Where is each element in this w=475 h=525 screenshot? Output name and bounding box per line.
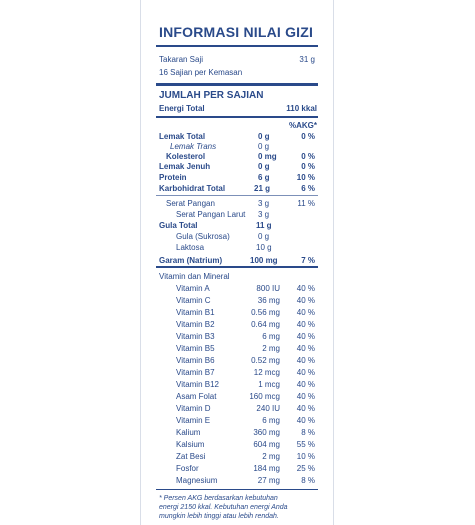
vitamin-akg: 40 %: [296, 368, 315, 377]
per-serving-heading: JUMLAH PER SAJIAN: [159, 90, 264, 101]
vitamin-amount: 0.52 mg: [251, 356, 280, 365]
vitamin-amount: 1 mcg: [258, 380, 280, 389]
vitamin-amount: 604 mg: [253, 440, 280, 449]
vitamin-label: Fosfor: [176, 464, 199, 473]
vitamin-akg: 40 %: [296, 416, 315, 425]
macro-akg: 7 %: [301, 256, 315, 265]
vitamin-label: Kalium: [176, 428, 201, 437]
vitamin-akg: 55 %: [296, 440, 315, 449]
macro-amount: 11 g: [256, 221, 272, 230]
macro-label: Lemak Total: [159, 132, 206, 141]
vitamin-akg: 40 %: [296, 320, 315, 329]
vitamin-akg: 40 %: [296, 356, 315, 365]
vitamin-amount: 240 IU: [256, 404, 280, 413]
macro-akg: 11 %: [297, 199, 315, 208]
macro-amount: 6 g: [258, 173, 270, 182]
servings-per-pack: 16 Sajian per Kemasan: [159, 68, 243, 77]
serving-size-label: Takaran Saji: [159, 55, 204, 64]
macro-amount: 3 g: [258, 210, 270, 219]
macro-label: Garam (Natrium): [159, 256, 223, 265]
vitamin-label: Vitamin B5: [176, 344, 215, 353]
footnote-line-1: * Persen AKG berdasarkan kebutuhan: [159, 495, 278, 502]
macro-label: Lemak Jenuh: [159, 162, 211, 171]
macro-amount: 100 mg: [250, 256, 278, 265]
vitamin-akg: 25 %: [296, 464, 315, 473]
vitamin-label: Vitamin E: [176, 416, 211, 425]
serving-size-value: 31 g: [299, 55, 315, 64]
vitamin-amount: 36 mg: [257, 296, 280, 305]
vitamin-akg: 40 %: [296, 404, 315, 413]
macro-amount: 0 g: [258, 162, 270, 171]
macro-amount: 21 g: [254, 184, 271, 193]
vitamin-label: Vitamin B2: [176, 320, 215, 329]
footnote-rule: [156, 489, 318, 490]
macro-label: Lemak Trans: [170, 142, 217, 151]
vitamin-label: Zat Besi: [176, 452, 206, 461]
macro-label: Serat Pangan Larut: [176, 210, 246, 219]
macro-label: Serat Pangan: [166, 199, 215, 208]
macro-amount: 0 g: [258, 132, 270, 141]
vitamin-label: Asam Folat: [176, 392, 217, 401]
vitamin-amount: 184 mg: [253, 464, 280, 473]
vitamin-label: Vitamin D: [176, 404, 211, 413]
macro-label: Gula (Sukrosa): [176, 232, 230, 241]
vitamin-amount: 0.64 mg: [251, 320, 280, 329]
vitamin-amount: 160 mcg: [249, 392, 280, 401]
macro-label: Kolesterol: [166, 152, 206, 161]
vitamin-amount: 0.56 mg: [251, 308, 280, 317]
vitamin-label: Vitamin B3: [176, 332, 215, 341]
energy-label: Energi Total: [159, 104, 205, 113]
macro-amount: 10 g: [256, 243, 272, 252]
vitamins-heading: Vitamin dan Mineral: [159, 272, 230, 281]
vitamin-label: Vitamin B12: [176, 380, 219, 389]
vitamin-label: Vitamin C: [176, 296, 211, 305]
carb-rule: [156, 195, 318, 196]
macro-amount: 0 g: [258, 232, 270, 241]
macro-akg: 0 %: [301, 162, 315, 171]
footnote-line-3: mungkin lebih tinggi atau lebih rendah.: [159, 513, 279, 520]
vitamin-label: Kalsium: [176, 440, 205, 449]
macro-akg: 0 %: [301, 132, 315, 141]
section-rule-thick: [156, 83, 318, 86]
macro-akg: 6 %: [301, 184, 315, 193]
macro-amount: 3 g: [258, 199, 270, 208]
vitamin-amount: 2 mg: [262, 344, 280, 353]
vitamin-akg: 40 %: [296, 284, 315, 293]
macro-label: Laktosa: [176, 243, 205, 252]
vitamin-akg: 40 %: [296, 296, 315, 305]
macro-amount: 0 mg: [258, 152, 277, 161]
vitamin-label: Magnesium: [176, 476, 218, 485]
vitamin-akg: 40 %: [296, 308, 315, 317]
vitamin-amount: 27 mg: [257, 476, 280, 485]
energy-value: 110 kkal: [286, 104, 317, 113]
vitamin-amount: 360 mg: [253, 428, 280, 437]
vitamin-amount: 2 mg: [262, 452, 280, 461]
energy-rule: [156, 116, 318, 118]
vitamin-akg: 40 %: [296, 344, 315, 353]
macro-akg: 0 %: [301, 152, 315, 161]
title-rule: [156, 45, 318, 47]
label-title: INFORMASI NILAI GIZI: [159, 24, 314, 40]
macro-amount: 0 g: [258, 142, 270, 151]
vitamin-akg: 8 %: [301, 476, 315, 485]
vitamin-amount: 12 mcg: [253, 368, 280, 377]
vitamin-label: Vitamin B1: [176, 308, 215, 317]
macro-label: Protein: [159, 173, 187, 182]
vitamin-amount: 6 mg: [262, 416, 280, 425]
macro-end-rule: [156, 266, 318, 268]
macro-akg: 10 %: [296, 173, 315, 182]
vitamin-label: Vitamin A: [176, 284, 210, 293]
vitamin-akg: 40 %: [296, 380, 315, 389]
vitamin-label: Vitamin B7: [176, 368, 215, 377]
macro-label: Karbohidrat Total: [159, 184, 226, 193]
vitamin-akg: 10 %: [296, 452, 315, 461]
vitamin-amount: 800 IU: [256, 284, 280, 293]
vitamin-amount: 6 mg: [262, 332, 280, 341]
vitamin-akg: 8 %: [301, 428, 315, 437]
vitamin-akg: 40 %: [296, 332, 315, 341]
macro-label: Gula Total: [159, 221, 198, 230]
akg-header: %AKG*: [288, 121, 317, 130]
footnote-line-2: energi 2150 kkal. Kebutuhan energi Anda: [159, 504, 288, 511]
vitamin-label: Vitamin B6: [176, 356, 215, 365]
vitamin-akg: 40 %: [296, 392, 315, 401]
